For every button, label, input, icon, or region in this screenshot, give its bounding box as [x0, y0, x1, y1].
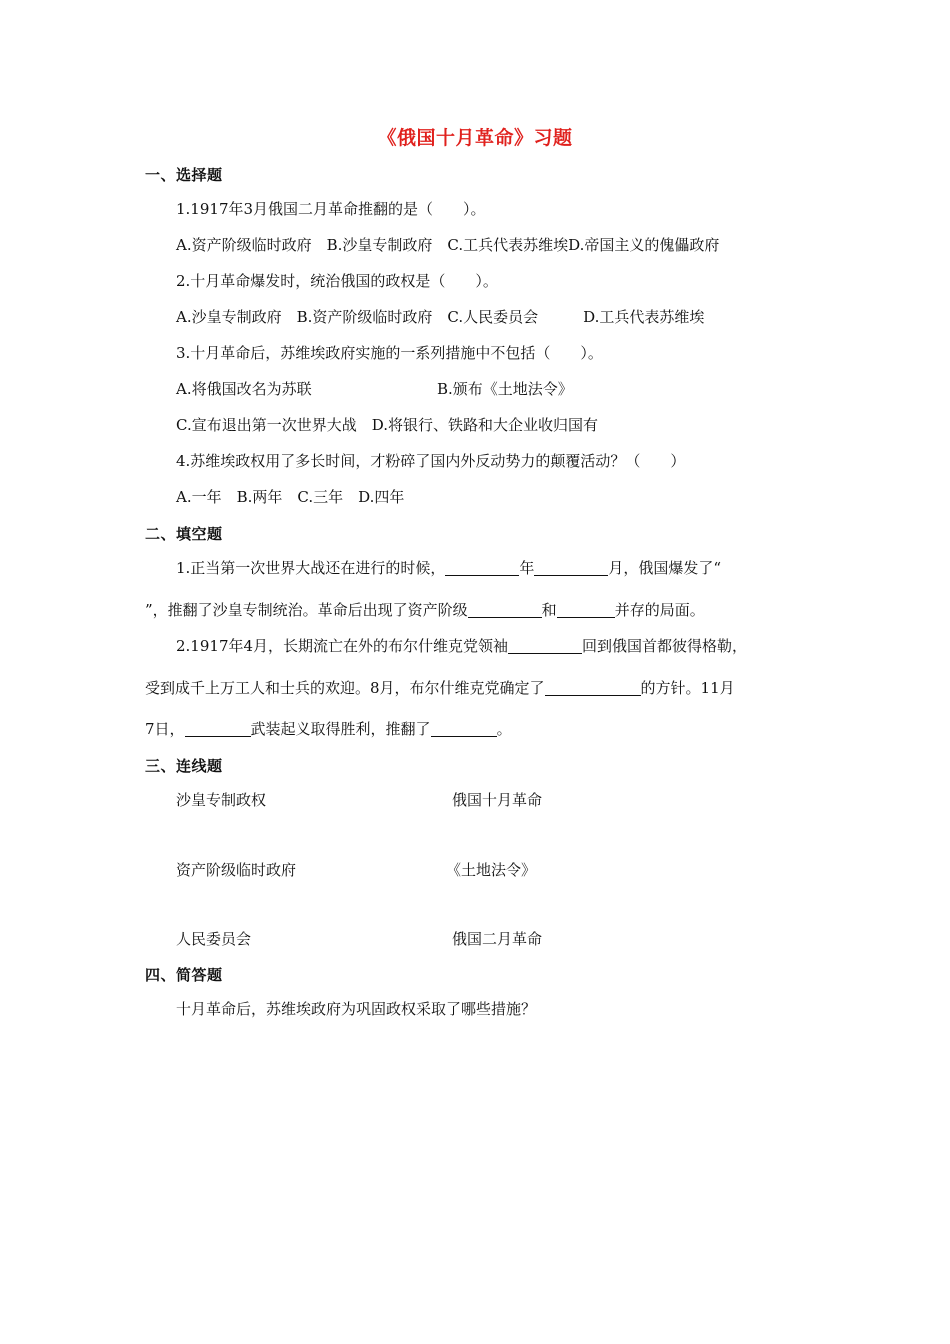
answer-blank[interactable]: [445, 559, 519, 576]
match-right-item[interactable]: 《土地法令》: [446, 861, 537, 879]
fill-text: 回到俄国首都彼得格勒，: [582, 637, 748, 655]
choice-question-3-option-a: A.将俄国改名为苏联: [176, 380, 312, 398]
fill-text: 2.1917年4月，长期流亡在外的布尔什维克党领袖: [176, 637, 509, 655]
section-heading-matching: 三、连线题: [145, 757, 223, 775]
short-answer-question-1: 十月革命后，苏维埃政府为巩固政权采取了哪些措施？: [176, 1000, 537, 1018]
choice-question-3: 3.十月革命后，苏维埃政府实施的一系列措施中不包括（ ）。: [176, 344, 603, 362]
match-right-item[interactable]: 俄国十月革命: [452, 791, 543, 809]
fill-text: ”，推翻了沙皇专制统治。革命后出现了资产阶级: [145, 601, 468, 619]
section-heading-choice: 一、选择题: [145, 166, 223, 184]
choice-question-4-options: A.一年 B.两年 C.三年 D.四年: [176, 488, 405, 506]
section-heading-short-answer: 四、简答题: [145, 966, 223, 984]
answer-blank[interactable]: [431, 720, 497, 737]
match-right-item[interactable]: 俄国二月革命: [452, 930, 543, 948]
fill-question-2-line-2: [145, 678, 735, 698]
fill-question-1-line-1: [176, 558, 721, 578]
answer-blank[interactable]: [508, 637, 582, 654]
choice-question-4: 4.苏维埃政权用了多长时间，才粉碎了国内外反动势力的颠覆活动？（ ）: [176, 452, 686, 470]
fill-text: 年: [519, 559, 535, 577]
answer-blank[interactable]: [534, 559, 608, 576]
fill-text: 7日，: [145, 720, 185, 738]
choice-question-2-options: A.沙皇专制政府 B.资产阶级临时政府 C.人民委员会 D.工兵代表苏维埃: [176, 308, 705, 326]
fill-question-2-line-3: [145, 719, 512, 739]
choice-question-1-options: A.资产阶级临时政府 B.沙皇专制政府 C.工兵代表苏维埃D.帝国主义的傀儡政府: [176, 236, 720, 254]
fill-question-1-line-2: [145, 600, 705, 620]
match-left-item[interactable]: 资产阶级临时政府: [176, 861, 297, 879]
fill-text: 1.正当第一次世界大战还在进行的时候，: [176, 559, 446, 577]
answer-blank[interactable]: [185, 720, 251, 737]
fill-text: 武装起义取得胜利，推翻了: [250, 720, 431, 738]
choice-question-3-options-cd: C.宣布退出第一次世界大战 D.将银行、铁路和大企业收归国有: [176, 416, 598, 434]
fill-question-2-line-1: [176, 636, 747, 656]
answer-blank[interactable]: [557, 601, 615, 618]
fill-text: 并存的局面。: [614, 601, 705, 619]
fill-text: 和: [541, 601, 557, 619]
fill-text: 。: [496, 720, 512, 738]
answer-blank[interactable]: [545, 679, 641, 696]
choice-question-2: 2.十月革命爆发时，统治俄国的政权是（ ）。: [176, 272, 498, 290]
answer-blank[interactable]: [468, 601, 542, 618]
choice-question-3-option-b: B.颁布《土地法令》: [437, 380, 573, 398]
section-heading-fill: 二、填空题: [145, 525, 223, 543]
fill-text: 受到成千上万工人和士兵的欢迎。8月，布尔什维克党确定了: [145, 679, 545, 697]
match-left-item[interactable]: 沙皇专制政权: [176, 791, 267, 809]
fill-text: 月，俄国爆发了“: [608, 559, 722, 577]
choice-question-1: 1.1917年3月俄国二月革命推翻的是（ ）。: [176, 200, 486, 218]
page-title: 《俄国十月革命》习题: [377, 127, 573, 149]
fill-text: 的方针。11月: [640, 679, 735, 697]
match-left-item[interactable]: 人民委员会: [176, 930, 252, 948]
